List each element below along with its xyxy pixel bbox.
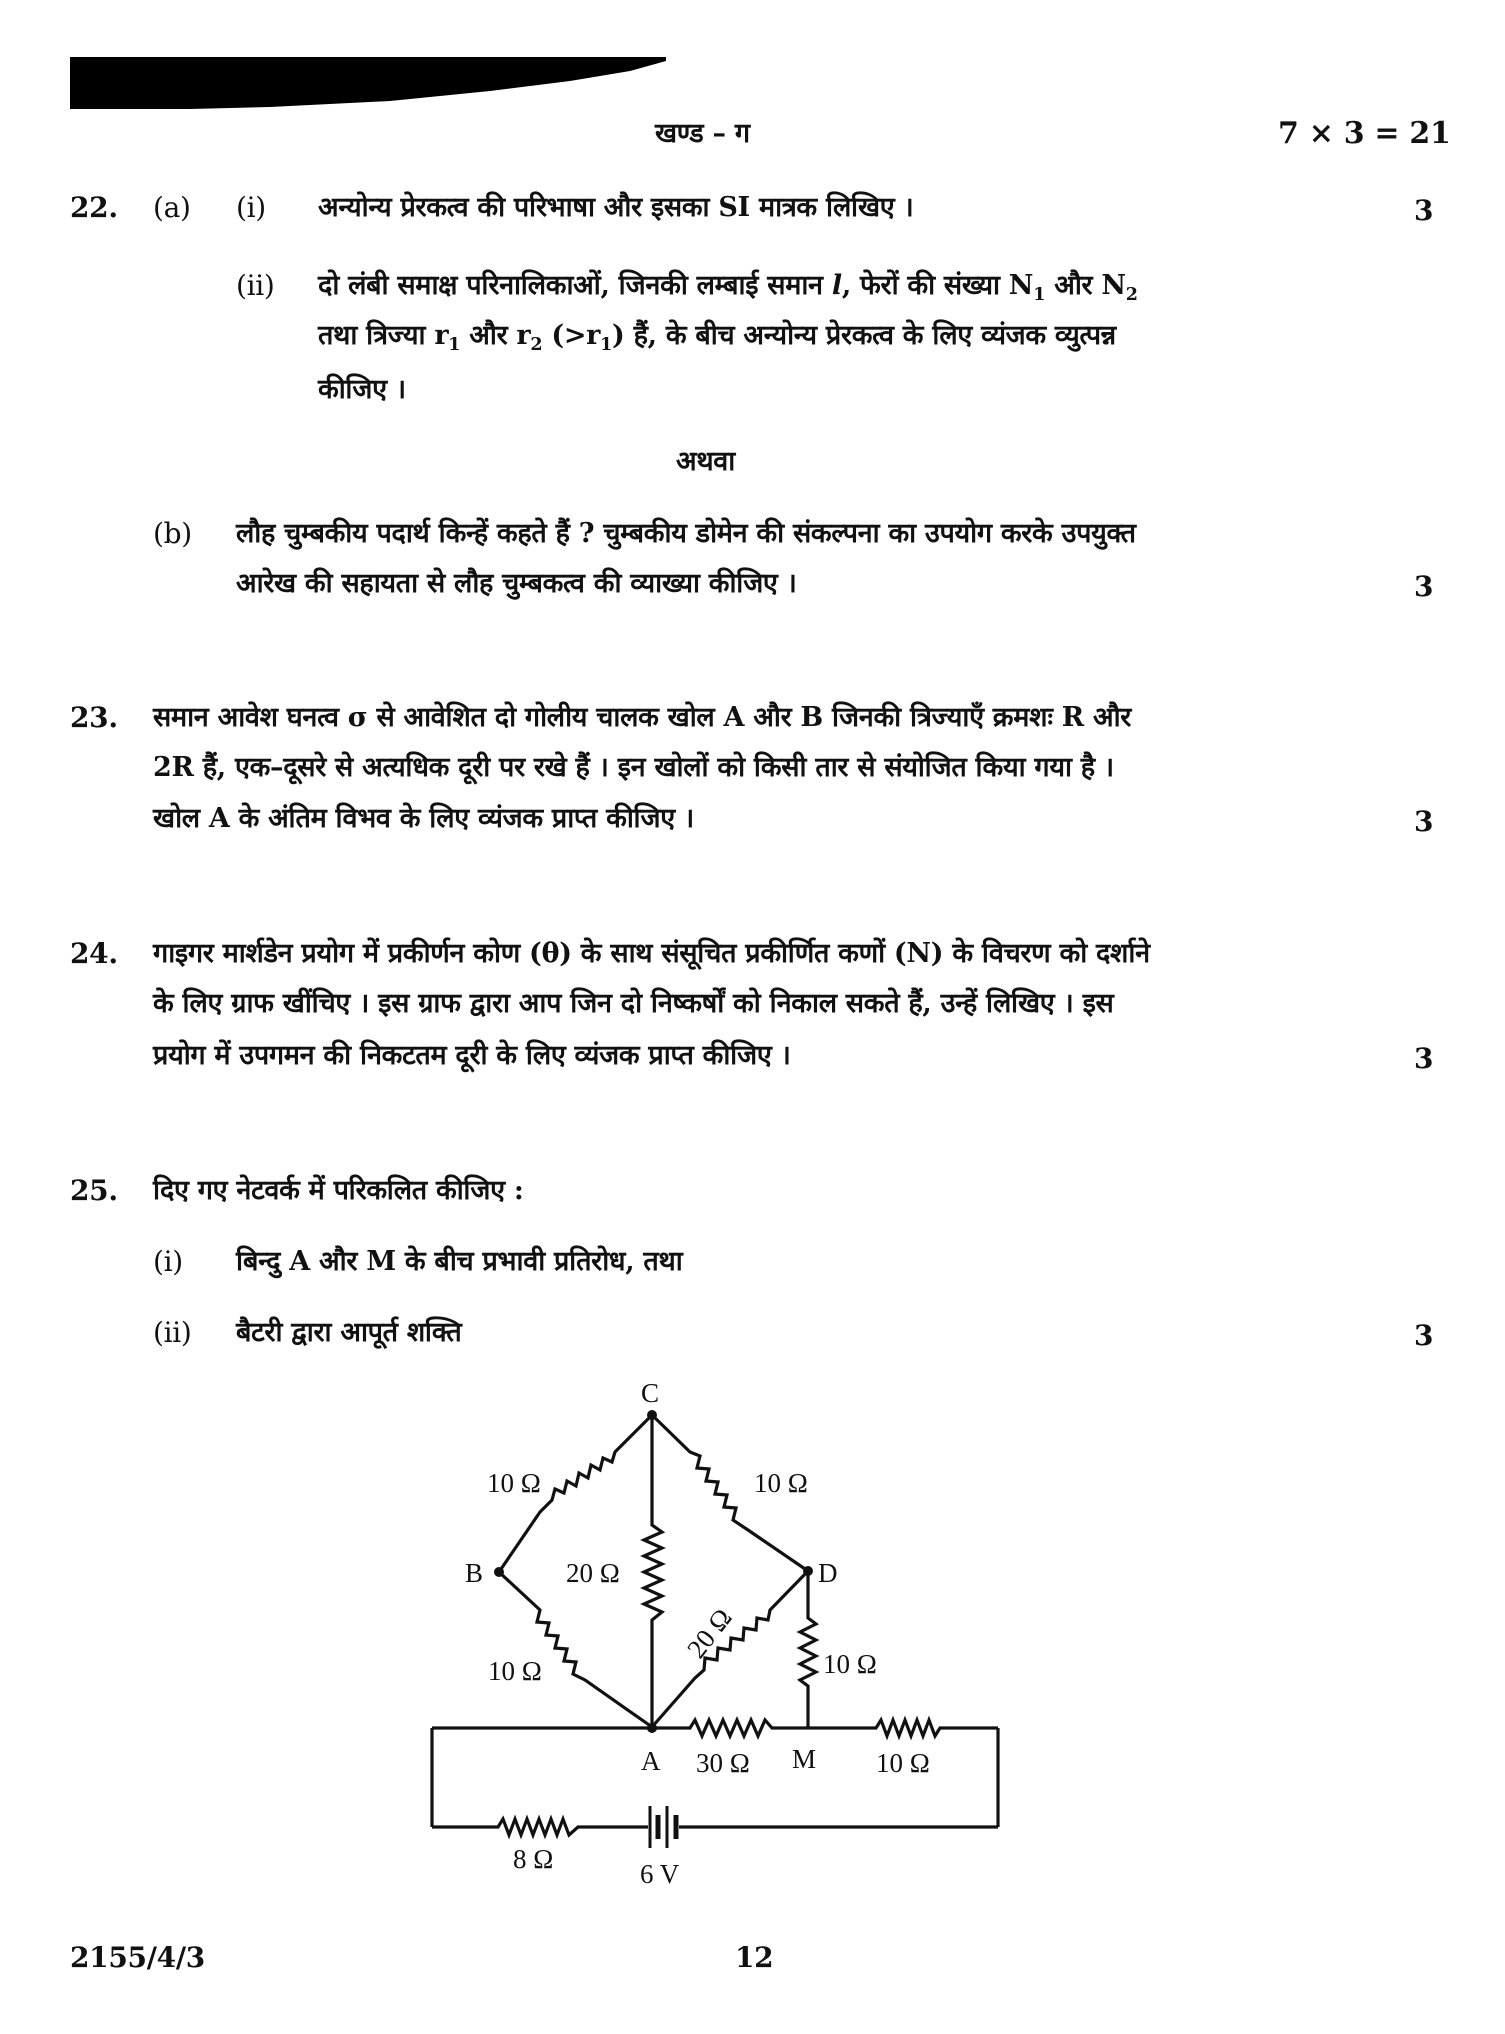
label-resistor-ad: 20 Ω — [681, 1602, 738, 1664]
subpart-label-i: (i) — [236, 191, 266, 224]
resistor-m-right — [808, 1720, 998, 1736]
q24-line1: गाइगर मार्शडेन प्रयोग में प्रकीर्णन कोण (θ) के साथ संसूचित प्रकीर्णित कणों (N) के विचरण को दर्शाने — [153, 938, 1150, 969]
text-span: और r — [460, 320, 531, 351]
q23-line2: 2R हैं, एक–दूसरे से अत्यधिक दूरी पर रखे हैं । इन खोलों को किसी तार से संयोजित किया गया है । — [153, 752, 1114, 783]
label-resistor-am: 30 Ω — [696, 1748, 750, 1778]
subscript: 2 — [1125, 285, 1138, 306]
text-span: दो लंबी समाक्ष परिनालिकाओं, जिनकी लम्बाई समान — [318, 270, 832, 301]
text-span: (>r — [542, 320, 601, 351]
q25-ii-text: बैटरी द्वारा आपूर्त शक्ति — [236, 1317, 462, 1348]
paper-code: 2155/4/3 — [70, 1941, 205, 1974]
node-label-a: A — [641, 1746, 661, 1776]
resistor-ab — [499, 1572, 652, 1727]
q23-marks: 3 — [1414, 805, 1434, 838]
q22-a-i-text: अन्योन्य प्रेरकत्व की परिभाषा और इसका SI मात्रक लिखिए । — [318, 192, 914, 223]
q25-intro: दिए गए नेटवर्क में परिकलित कीजिए : — [153, 1175, 524, 1206]
label-resistor-m-right: 10 Ω — [876, 1748, 930, 1778]
q23-line3: खोल A के अंतिम विभव के लिए व्यंजक प्राप्त कीजिए । — [153, 803, 694, 834]
q22-b-line2: आरेख की सहायता से लौह चुम्बकत्व की व्याख्या कीजिए । — [236, 568, 797, 599]
question-number-24: 24. — [70, 937, 118, 970]
q24-marks: 3 — [1414, 1042, 1434, 1075]
q22-b-marks: 3 — [1414, 570, 1434, 603]
resistor-dm — [800, 1571, 816, 1728]
resistor-am — [652, 1720, 808, 1736]
part-label-b: (b) — [153, 517, 192, 550]
label-resistor-ac: 20 Ω — [566, 1558, 620, 1588]
node-c-dot — [647, 1410, 657, 1420]
q25-marks: 3 — [1414, 1319, 1434, 1352]
node-b-dot — [494, 1567, 504, 1577]
label-resistor-dm: 10 Ω — [823, 1649, 877, 1679]
node-label-c: C — [641, 1378, 660, 1408]
part-label-a: (a) — [153, 191, 191, 224]
node-label-m: M — [792, 1744, 817, 1774]
subscript: 2 — [530, 335, 543, 356]
text-span: , फेरों की संख्या N — [841, 270, 1034, 301]
length-symbol: l — [831, 270, 842, 301]
node-a-dot — [647, 1723, 657, 1733]
question-number-25: 25. — [70, 1174, 118, 1207]
label-battery: 6 V — [640, 1859, 680, 1889]
q25-subpart-label-i: (i) — [153, 1245, 183, 1278]
node-d-dot — [803, 1566, 813, 1576]
resistor-ac — [644, 1415, 662, 1727]
label-resistor-ab: 10 Ω — [488, 1656, 542, 1686]
node-label-b: B — [465, 1558, 484, 1588]
node-label-d: D — [818, 1558, 838, 1588]
q25-subpart-label-ii: (ii) — [153, 1316, 192, 1349]
subpart-label-ii: (ii) — [236, 269, 275, 302]
q24-line2: के लिए ग्राफ खींचिए । इस ग्राफ द्वारा आप जिन दो निष्कर्षों को निकाल सकते हैं, उन्हें लिखिए । इस — [153, 988, 1114, 1019]
text-span: ) हैं, के बीच अन्योन्य प्रेरकत्व के लिए व्यंजक व्युत्पन्न — [612, 320, 1116, 351]
resistor-ad — [652, 1571, 808, 1727]
section-marks-formula: 7 × 3 = 21 — [1278, 116, 1451, 151]
or-separator: अथवा — [676, 446, 735, 477]
subscript: 1 — [448, 335, 461, 356]
label-resistor-cd: 10 Ω — [754, 1468, 808, 1498]
text-span: और N — [1045, 270, 1126, 301]
label-resistor-bc: 10 Ω — [487, 1468, 541, 1498]
q22-a-i-marks: 3 — [1414, 194, 1434, 227]
label-resistor-8ohm: 8 Ω — [513, 1844, 554, 1874]
subscript: 1 — [600, 335, 613, 356]
q22-a-ii-line3: कीजिए । — [318, 374, 406, 405]
q22-b-line1: लौह चुम्बकीय पदार्थ किन्हें कहते हैं ? चुम्बकीय डोमेन की संकल्पना का उपयोग करके उपयुक्त — [236, 518, 1136, 549]
resistor-8ohm — [432, 1819, 648, 1835]
battery-6v — [650, 1806, 676, 1848]
q25-i-text: बिन्दु A और M के बीच प्रभावी प्रतिरोध, तथा — [236, 1246, 683, 1277]
question-number-22: 22. — [70, 191, 118, 224]
section-title: खण्ड – ग — [655, 118, 750, 149]
page-number: 12 — [735, 1941, 774, 1974]
question-number-23: 23. — [70, 701, 118, 734]
text-span: तथा त्रिज्या r — [318, 320, 449, 351]
subscript: 1 — [1033, 285, 1046, 306]
q23-line1: समान आवेश घनत्व σ से आवेशित दो गोलीय चालक खोल A और B जिनकी त्रिज्याएँ क्रमशः R और — [153, 702, 1132, 733]
q24-line3: प्रयोग में उपगमन की निकटतम दूरी के लिए व्यंजक प्राप्त कीजिए । — [153, 1040, 791, 1071]
